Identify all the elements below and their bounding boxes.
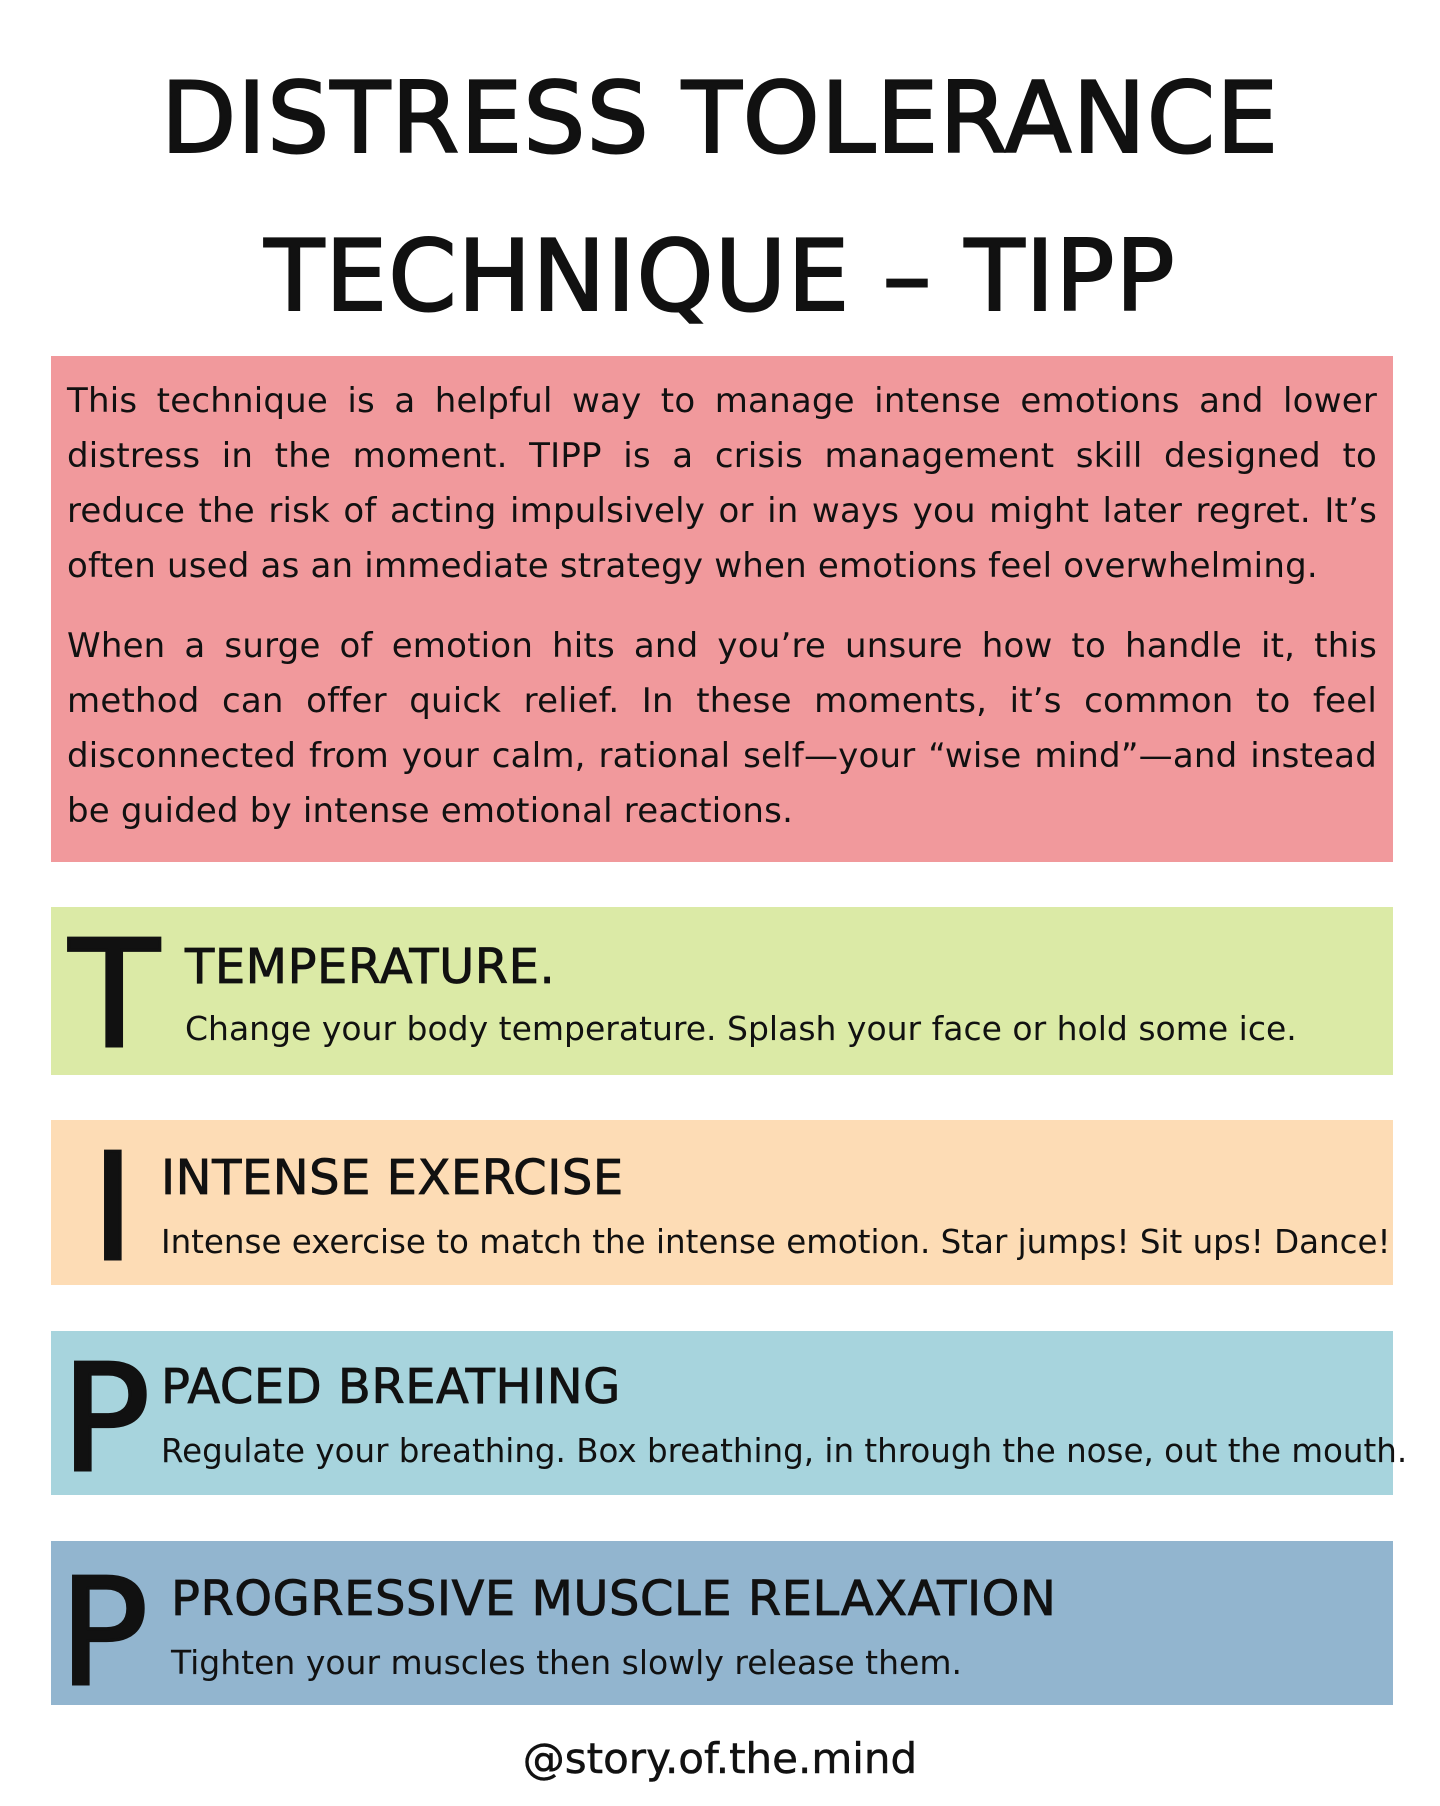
step-letter-i: I: [91, 1122, 135, 1294]
intro-paragraph-2: When a surge of emotion hits and you’re unsure how to handle it, this method can offer quick relief. In these moments, it’s common to feel disconnected from your calm, rational self—your “wise mind”—and instead be guided by intense emotional reactions.: [67, 626, 1377, 831]
step-temperature: [51, 907, 1393, 1081]
intro-box: [51, 356, 1393, 862]
step-heading: TEMPERATURE.: [185, 939, 556, 995]
step-letter-t: T: [69, 909, 160, 1081]
step-description: Tighten your muscles then slowly release them.: [171, 1643, 962, 1682]
step-progressive-muscle-relaxation: [51, 1541, 1393, 1719]
step-heading: INTENSE EXERCISE: [161, 1150, 624, 1206]
intro-paragraph-1: This technique is a helpful way to manage intense emotions and lower distress in the moment. TIPP is a crisis management skill designed to reduce the risk of acting impulsively or in ways you might later regret. It’s often used as an immediate strategy when emotions feel overwhelming.: [67, 381, 1377, 586]
title-line-2: TECHNIQUE – TIPP: [264, 220, 1176, 334]
page-title: [0, 40, 1440, 356]
step-intense-exercise: [51, 1120, 1393, 1294]
footer-handle: @story.of.the.mind: [522, 1734, 918, 1783]
step-description: Change your body temperature. Splash your face or hold some ice.: [185, 1009, 1297, 1048]
step-letter-p: P: [61, 1333, 151, 1505]
step-description: Regulate your breathing. Box breathing, in through the nose, out the mouth.: [161, 1432, 1408, 1470]
step-description: Intense exercise to match the intense emotion. Star jumps! Sit ups! Dance!: [161, 1223, 1391, 1261]
step-paced-breathing: [51, 1331, 1408, 1505]
step-letter-p: P: [59, 1547, 149, 1719]
step-heading: PACED BREATHING: [161, 1359, 621, 1415]
title-line-1: DISTRESS TOLERANCE: [160, 62, 1280, 176]
step-heading: PROGRESSIVE MUSCLE RELAXATION: [171, 1571, 1057, 1627]
